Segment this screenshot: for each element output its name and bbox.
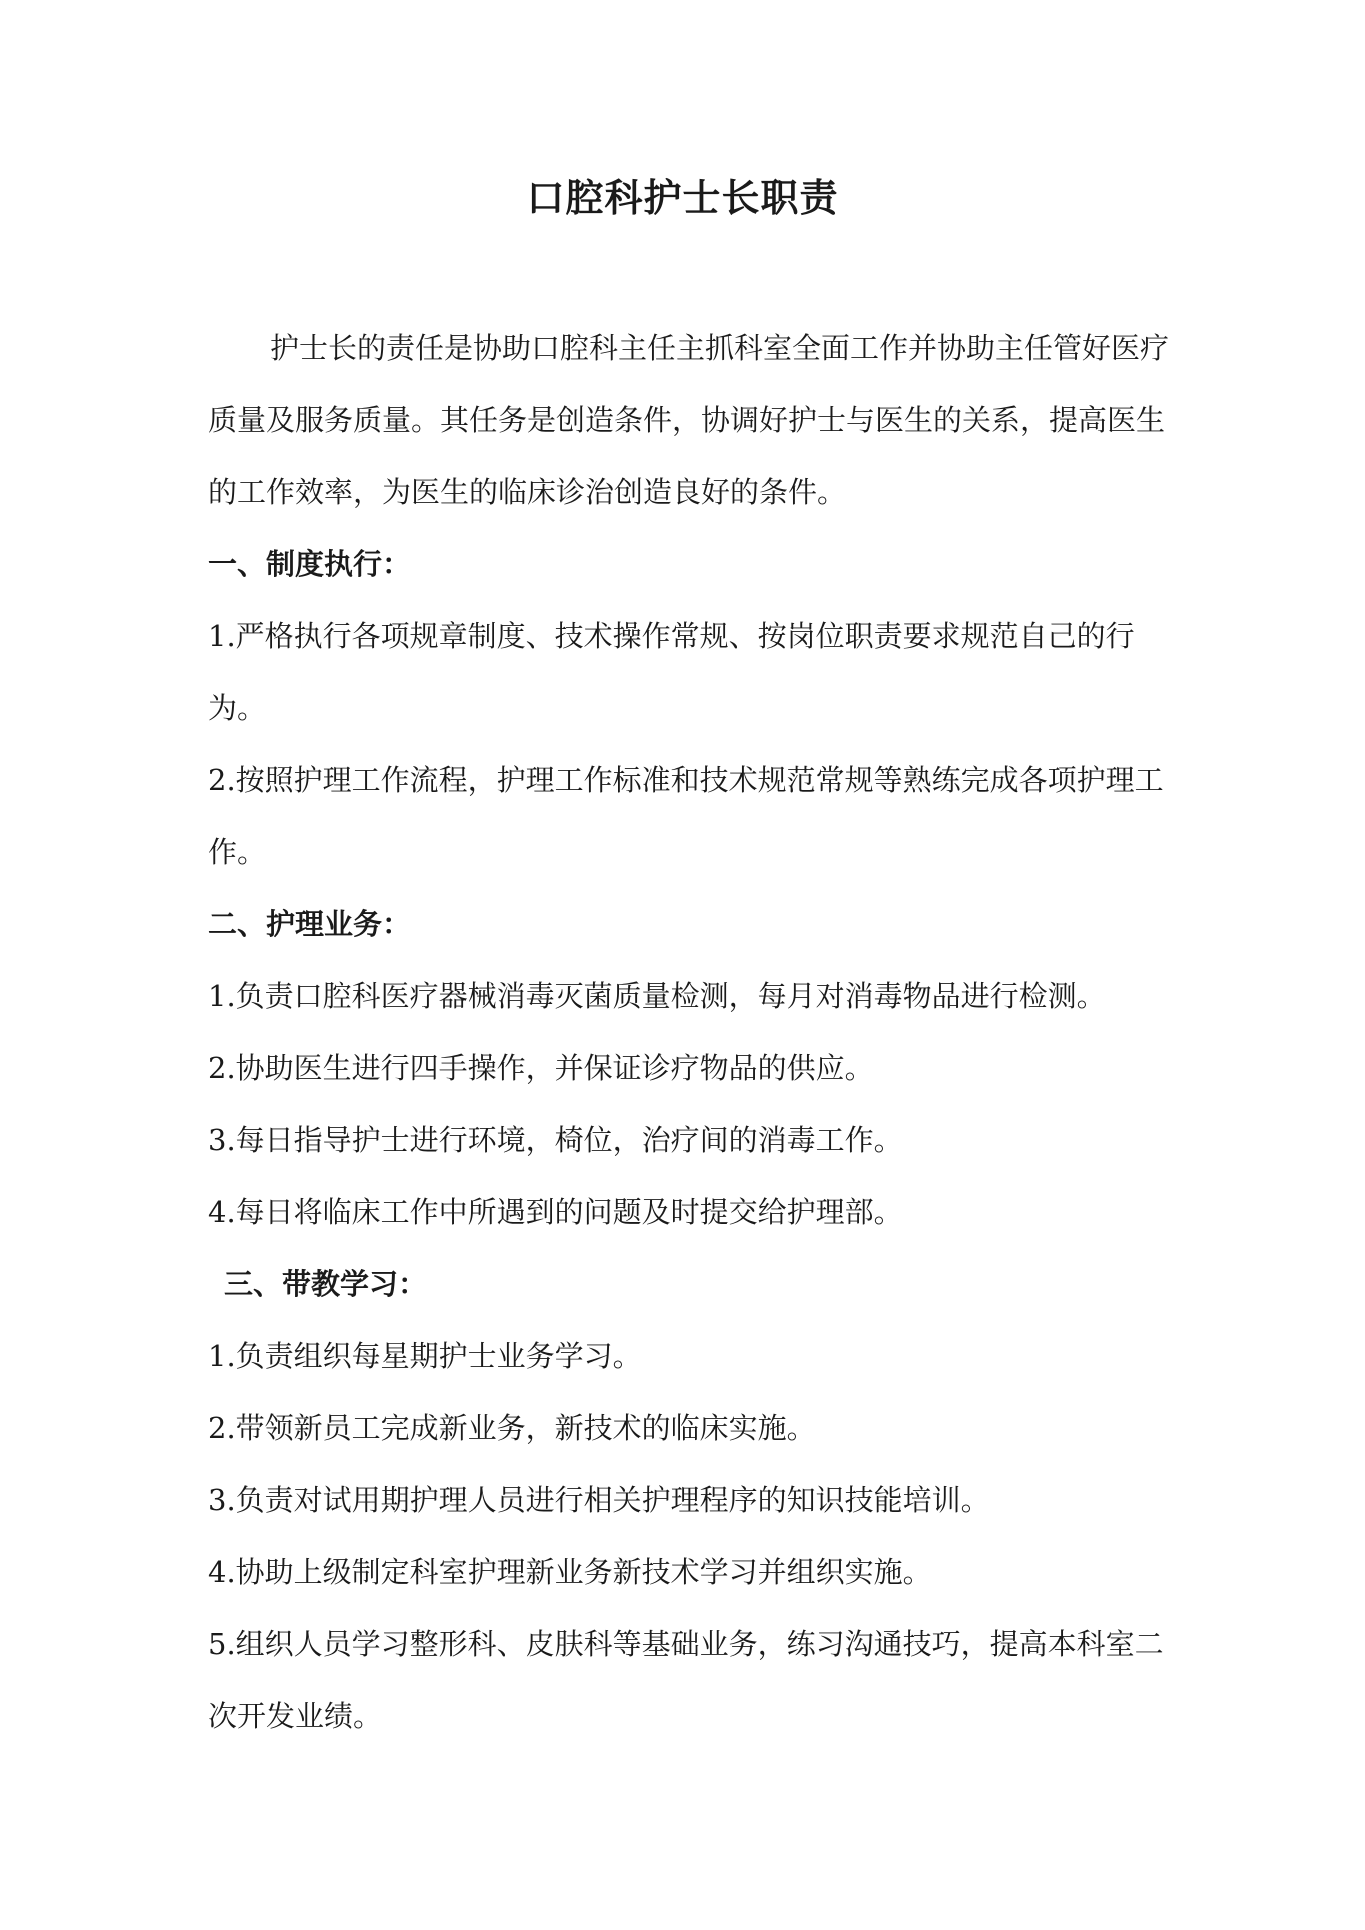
document-body: [208, 312, 1178, 1752]
list-item: 2.带领新员工完成新业务，新技术的临床实施。: [208, 1411, 816, 1445]
list-item: 1.负责口腔科医疗器械消毒灭菌质量检测，每月对消毒物品进行检测。: [208, 979, 1106, 1013]
document-title: 口腔科护士长职责: [526, 176, 839, 220]
section-heading-system-execution: 一、制度执行：: [208, 547, 412, 581]
list-item: 2.协助医生进行四手操作，并保证诊疗物品的供应。: [208, 1051, 874, 1085]
section-heading-teaching-learning: 三、带教学习：: [224, 1267, 428, 1301]
list-item: 4.协助上级制定科室护理新业务新技术学习并组织实施。: [208, 1555, 932, 1589]
intro-paragraph: 护士长的责任是协助口腔科主任主抓科室全面工作并协助主任管好医疗质量及服务质量。其任务是创造条件，协调好护士与医生的关系，提高医生的工作效率，为医生的临床诊治创造良好的条件。: [208, 331, 1170, 509]
list-item: 1.严格执行各项规章制度、技术操作常规、按岗位职责要求规范自己的行为。: [208, 619, 1135, 725]
list-item: 4.每日将临床工作中所遇到的问题及时提交给护理部。: [208, 1195, 903, 1229]
list-item: 2.按照护理工作流程，护理工作标准和技术规范常规等熟练完成各项护理工作。: [208, 763, 1164, 869]
list-item: 3.负责对试用期护理人员进行相关护理程序的知识技能培训。: [208, 1483, 990, 1517]
list-item: 3.每日指导护士进行环境，椅位，治疗间的消毒工作。: [208, 1123, 903, 1157]
list-item: 1.负责组织每星期护士业务学习。: [208, 1339, 642, 1373]
section-heading-nursing-business: 二、护理业务：: [208, 907, 412, 941]
list-item: 5.组织人员学习整形科、皮肤科等基础业务，练习沟通技巧，提高本科室二次开发业绩。: [208, 1627, 1164, 1733]
